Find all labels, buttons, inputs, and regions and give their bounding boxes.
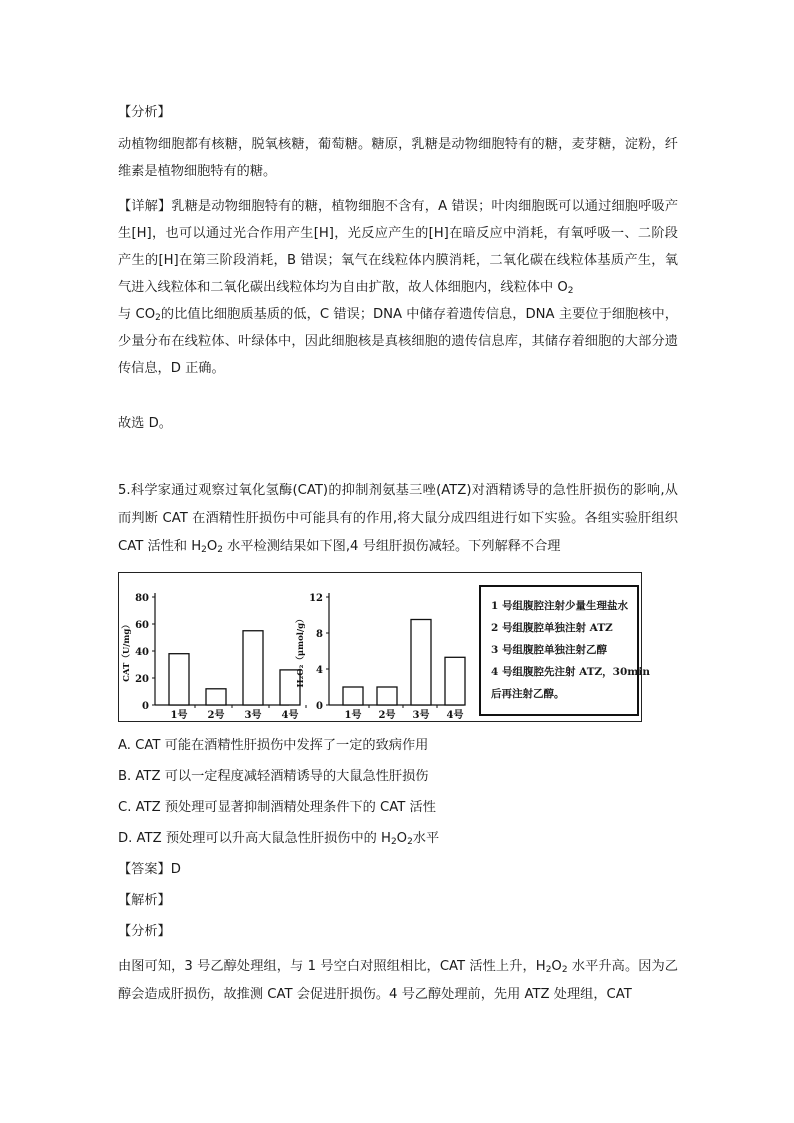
- x-tick-label: 1号: [170, 710, 188, 721]
- subscript: 2: [155, 313, 161, 323]
- option-d: [118, 829, 439, 849]
- legend-item: 3 号组腹腔单独注射乙醇: [491, 644, 607, 656]
- y-tick-label: 40: [135, 647, 149, 658]
- experiment-figure: [118, 572, 651, 722]
- detail-text-2: 与 CO: [118, 307, 156, 322]
- detail-heading: 【详解】: [118, 199, 172, 214]
- answer: 【答案】D: [118, 862, 181, 877]
- detail-paragraph: [118, 193, 678, 382]
- x-tick-label: 1号: [344, 710, 362, 721]
- y-tick-label: 0: [316, 701, 323, 712]
- subscript: 2: [567, 286, 574, 296]
- detail-text-3: 的比值比细胞质基质的低，C 错误；DNA 中储存着遗传信息，DNA 主要位于细胞核中，少量分布在线粒体、叶绿体中，因此细胞核是真核细胞的遗传信息库，其储存着细胞的大部分遗传信息，D 正确。: [118, 307, 678, 376]
- x-tick-label: 3号: [412, 710, 430, 721]
- x-tick-label: 3号: [244, 710, 262, 721]
- analysis-paragraph-2: [118, 953, 678, 1009]
- legend-item: 2 号组腹腔单独注射 ATZ: [491, 622, 613, 634]
- subscript: 2: [390, 837, 397, 847]
- y-tick-label: 20: [135, 674, 149, 685]
- x-tick-label: 4号: [281, 710, 299, 721]
- option-c: C. ATZ 预处理可显著抑制酒精处理条件下的 CAT 活性: [118, 800, 436, 815]
- bar: [411, 620, 431, 706]
- subscript: 2: [201, 545, 207, 555]
- stem-text-1: 5.科学家通过观察过氧化氢酶(CAT)的抑制剂氨基三唑(ATZ)对酒精诱导的急性肝损伤的影响,从而判断 CAT 在酒精性肝损伤中可能具有的作用,将大鼠分成四组进行如下实验。各组实验肝组织 CAT 活性和 H: [118, 483, 678, 554]
- bar: [343, 687, 363, 705]
- y-tick-label: 12: [309, 593, 323, 604]
- detail-text-1: 乳糖是动物细胞特有的糖，植物细胞不含有，A 错误；叶肉细胞既可以通过细胞呼吸产生[H]，也可以通过光合作用产生[H]，光反应产生的[H]在暗反应中消耗，有氧呼吸一、二阶段产生的[H]在第三阶段消耗，B 错误；氧气在线粒体内膜消耗，二氧化碳在线粒体基质产生，氧气进入线粒体和二氧化碳出线粒体均为自由扩散，故人体细胞内，线粒体中 O: [118, 199, 679, 295]
- x-tick-label: 2号: [207, 710, 225, 721]
- option-b: B. ATZ 可以一定程度减轻酒精诱导的大鼠急性肝损伤: [118, 769, 429, 784]
- jiexi-heading: 【解析】: [118, 893, 171, 908]
- legend-box: [479, 585, 651, 716]
- subscript: 2: [561, 965, 568, 975]
- subscript: 2: [217, 545, 223, 555]
- analysis-text-1: 由图可知，3 号乙醇处理组，与 1 号空白对照组相比，CAT 活性上升，H: [118, 959, 546, 974]
- bar-charts: [119, 573, 469, 723]
- option-d-text-2: 水平: [412, 831, 440, 846]
- y-tick-label: 80: [135, 593, 149, 604]
- x-tick-label: 4号: [446, 710, 464, 721]
- y-axis-label: CAT（U/mg）: [122, 620, 132, 682]
- y-tick-label: 4: [316, 665, 323, 676]
- bar: [377, 687, 397, 705]
- bar: [206, 689, 226, 705]
- analysis-heading-2: 【分析】: [118, 924, 171, 939]
- bar: [243, 631, 263, 705]
- analysis-text-o: O: [551, 959, 562, 974]
- bar: [169, 654, 189, 705]
- subscript: 2: [407, 837, 413, 847]
- y-axis-label: H₂O₂（μmol/g）: [296, 614, 306, 688]
- question-5-stem: [118, 477, 678, 561]
- analysis-text-2: 水平升高。因为乙醇会造成肝损伤，故推测 CAT 会促进肝损伤。4 号乙醇处理前，先用 ATZ 处理组，CAT: [118, 959, 678, 1002]
- y-tick-label: 0: [142, 701, 149, 712]
- option-a: A. CAT 可能在酒精性肝损伤中发挥了一定的致病作用: [118, 738, 429, 753]
- x-tick-label: 2号: [378, 710, 396, 721]
- subscript: 2: [545, 965, 552, 975]
- stem-text-2: 水平检测结果如下图,4 号组肝损伤减轻。下列解释不合理: [222, 539, 561, 554]
- legend-item: 1 号组腹腔注射少量生理盐水: [491, 600, 628, 612]
- option-d-text-o: O: [396, 831, 408, 846]
- conclusion: 故选 D。: [118, 416, 172, 431]
- stem-text-o: O: [206, 539, 218, 554]
- option-d-text-1: D. ATZ 预处理可以升高大鼠急性肝损伤中的 H: [118, 831, 391, 846]
- legend-item: 4 号组腹腔先注射 ATZ，30min: [491, 666, 651, 678]
- bar: [445, 657, 465, 705]
- analysis-heading: 【分析】: [118, 105, 171, 120]
- y-tick-label: 60: [135, 620, 149, 631]
- analysis-text: 动植物细胞都有核糖，脱氧核糖，葡萄糖。糖原，乳糖是动物细胞特有的糖，麦芽糖，淀粉，纤维素是植物细胞特有的糖。: [118, 137, 678, 179]
- y-tick-label: 8: [316, 629, 323, 640]
- legend-item: 后再注射乙醇。: [491, 688, 565, 700]
